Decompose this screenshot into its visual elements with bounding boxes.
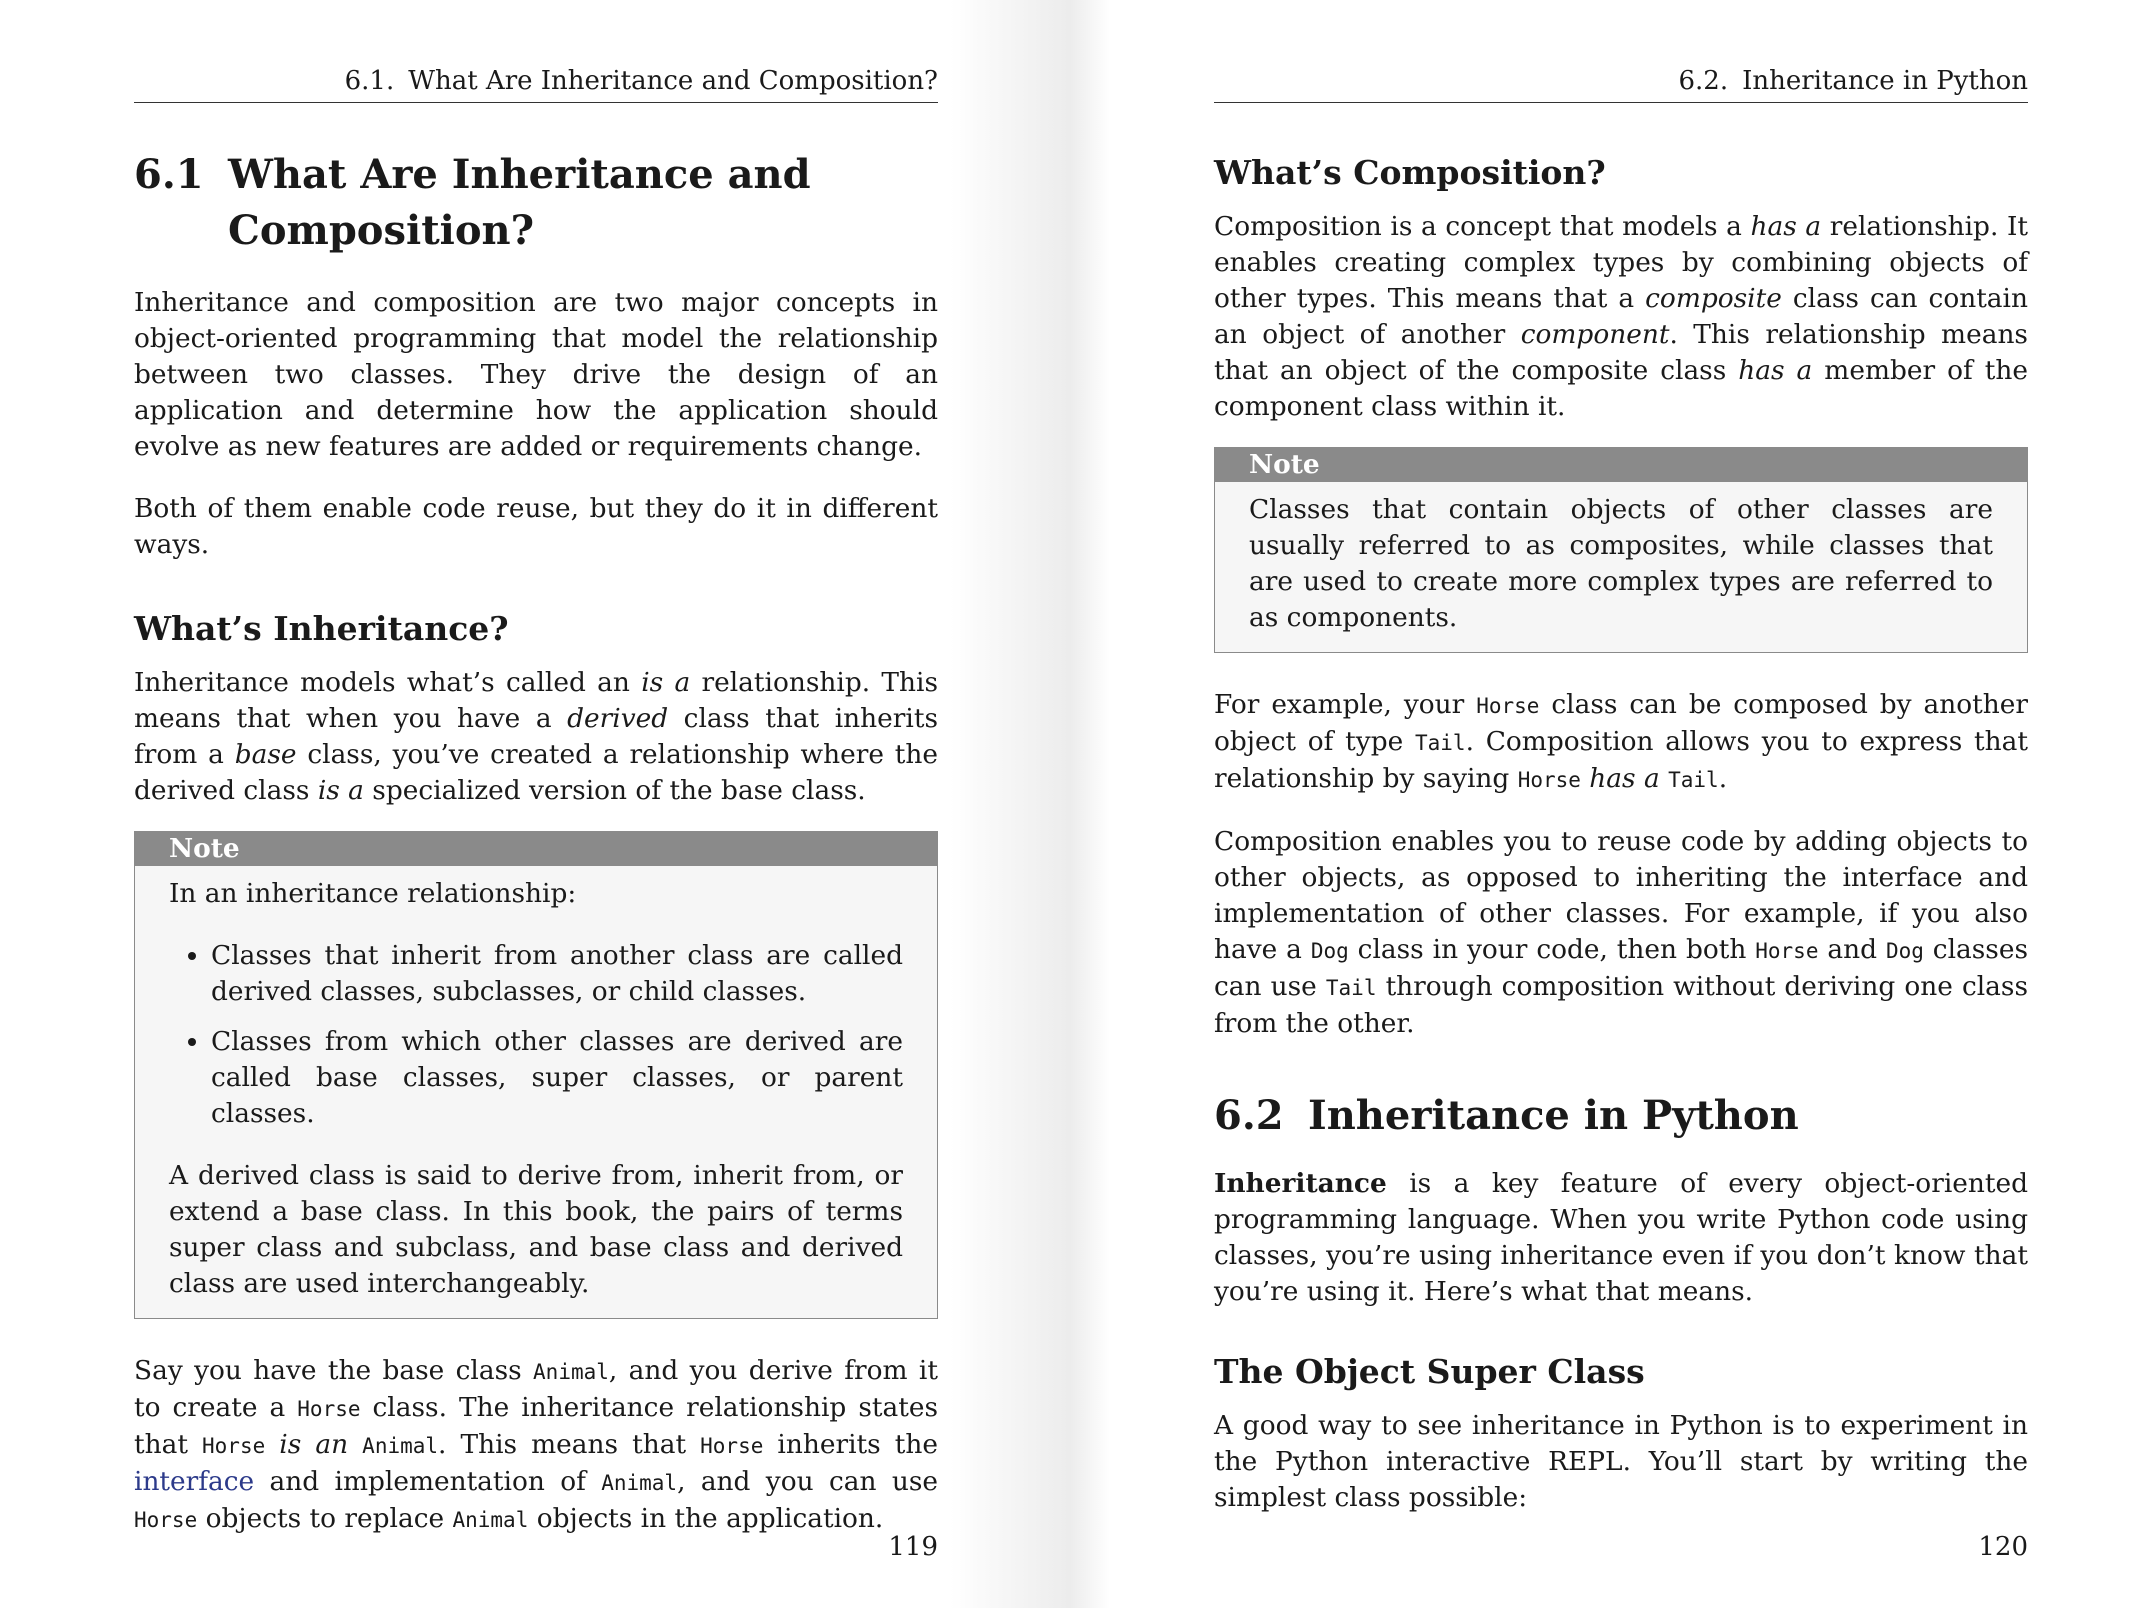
inheritance-note-box xyxy=(134,831,938,1319)
section-title-line2: Composition? xyxy=(228,207,535,254)
note-body xyxy=(1215,482,2027,652)
section-title: Inheritance in Python xyxy=(1308,1092,1799,1139)
inline-code: Tail xyxy=(1668,768,1719,792)
right-running-head xyxy=(1214,66,2028,103)
running-head-number: 6.2. xyxy=(1678,66,1729,96)
text-run: and implementation of xyxy=(254,1466,602,1497)
note-lead: In an inheritance relationship: xyxy=(169,878,577,909)
emphasis: composite xyxy=(1645,283,1782,314)
section-number: 6.2 xyxy=(1214,1092,1284,1139)
python-inheritance-paragraph xyxy=(1214,1166,2028,1310)
text-run: class can contain an object of another xyxy=(1214,283,2028,350)
text-run: , and you derive from it to create a xyxy=(134,1355,938,1423)
text-run: objects in the application. xyxy=(528,1503,884,1534)
inline-code: Horse xyxy=(1476,694,1540,718)
note-closing: A derived class is said to derive from, inherit from, or extend a base class. In this book, the pairs of terms super class and subclass, and base class and derived class are used interchangeably. xyxy=(169,1160,903,1299)
running-head-title: What Are Inheritance and Composition? xyxy=(408,66,938,96)
emphasis: base xyxy=(234,739,297,770)
text-run: is a key feature of every object-oriented programming language. When you write Python code using classes, you’re using inheritance even if you don’t know that you’re using it. Here’s what that means. xyxy=(1214,1168,2028,1307)
composition-note-box xyxy=(1214,447,2028,653)
section-heading-6-2 xyxy=(1214,1088,2028,1144)
text-run: inherits the xyxy=(763,1429,938,1460)
inline-code: Horse xyxy=(700,1434,764,1458)
text-run: class, you’ve created a relationship where the derived class xyxy=(134,739,938,806)
emphasis: derived xyxy=(567,703,669,734)
note-title: Note xyxy=(1215,448,2027,482)
text-run: class in your code, then both xyxy=(1348,934,1756,965)
note-text: Classes that contain objects of other classes are usually referred to as composites, while classes that are used to create more complex types are referred to as components. xyxy=(1249,494,1993,633)
list-item: • Classes from which other classes are derived are called base classes, super classes, or parent classes. xyxy=(211,1024,903,1132)
object-paragraph: A good way to see inheritance in Python is to experiment in the Python interactive REPL. You’ll start by writing the simplest class possible: xyxy=(1214,1410,2028,1513)
emphasis: is a xyxy=(641,667,691,698)
list-item: • Classes that inherit from another class are called derived classes, subclasses, or child classes. xyxy=(211,938,903,1010)
text-run: . Composition allows you to express that relationship by saying xyxy=(1214,726,2028,794)
section-number: 6.1 xyxy=(134,151,204,198)
example-paragraph xyxy=(1214,687,2028,798)
text-run: class can be composed by another object of type xyxy=(1214,689,2028,757)
left-gutter-shadow xyxy=(950,0,1070,1608)
emphasis: is an xyxy=(265,1429,363,1460)
text-run: class that inherits from a xyxy=(134,703,938,770)
inline-code: Tail xyxy=(1325,976,1377,1000)
running-head-title: Inheritance in Python xyxy=(1742,66,2028,96)
text-run: relationship. It enables creating complex types by combining objects of other types. This means that a xyxy=(1214,211,2028,314)
text-run: Inheritance models what’s called an xyxy=(134,667,642,698)
page-number: 120 xyxy=(1978,1532,2028,1562)
animal-paragraph xyxy=(134,1353,938,1538)
text-run: , and you can use xyxy=(677,1466,938,1497)
inline-code: Animal xyxy=(452,1508,529,1532)
composition-paragraph xyxy=(1214,209,2028,425)
text-run: . xyxy=(1718,763,1728,794)
section-title-line1: What Are Inheritance and xyxy=(228,151,811,198)
inline-code: Animal xyxy=(362,1434,439,1458)
right-page xyxy=(1070,0,2140,1608)
text-run: objects to replace xyxy=(197,1503,453,1534)
composition-heading: What’s Composition? xyxy=(1214,153,1606,192)
page-number: 119 xyxy=(888,1532,938,1562)
section-title xyxy=(228,147,811,259)
inheritance-heading: What’s Inheritance? xyxy=(134,609,509,648)
text-run: For example, your xyxy=(1214,689,1477,720)
inline-code: Animal xyxy=(601,1471,678,1495)
text-run: through composition without deriving one class from the other. xyxy=(1214,971,2028,1039)
emphasis: component xyxy=(1520,319,1670,350)
inline-code: Horse xyxy=(297,1397,361,1421)
note-bullet-list xyxy=(169,938,903,1132)
bold-term: Inheritance xyxy=(1214,1168,1387,1199)
intro-paragraph: Inheritance and composition are two major concepts in object-oriented programming that model the relationship between two classes. They drive the design of an application and determine how the application should evolve as new features are added or requirements change. xyxy=(134,287,938,462)
text-run: classes can use xyxy=(1214,934,2028,1002)
text-run: member of the component class within it. xyxy=(1214,355,2028,422)
note-title: Note xyxy=(135,832,937,866)
inline-code: Dog xyxy=(1885,939,1924,963)
right-gutter-shadow xyxy=(1070,0,1110,1608)
note-body xyxy=(135,866,937,1318)
emphasis: has a xyxy=(1738,355,1813,386)
text-run: and xyxy=(1818,934,1886,965)
text-run: specialized version of the base class. xyxy=(363,775,866,806)
emphasis: has a xyxy=(1750,211,1822,242)
emphasis: is a xyxy=(317,775,364,806)
composition-reuse-paragraph xyxy=(1214,824,2028,1042)
inline-code: Horse xyxy=(202,1434,266,1458)
inline-code: Dog xyxy=(1310,939,1349,963)
section-heading-6-1 xyxy=(134,147,938,259)
text-run: relationship. This means that when you have a xyxy=(134,667,938,734)
text-run: . This means that xyxy=(438,1429,701,1460)
text-run: class. The inheritance relationship states that xyxy=(134,1392,938,1460)
emphasis: has a xyxy=(1580,763,1669,794)
inline-code: Horse xyxy=(1517,768,1581,792)
inline-code: Horse xyxy=(134,1508,198,1532)
inheritance-paragraph xyxy=(134,665,938,809)
running-head-number: 6.1. xyxy=(344,66,395,96)
text-run: Composition is a concept that models a xyxy=(1214,211,1751,242)
reuse-paragraph: Both of them enable code reuse, but they do it in different ways. xyxy=(134,493,938,560)
interface-link[interactable]: interface xyxy=(134,1466,255,1497)
inline-code: Tail xyxy=(1414,731,1466,755)
left-running-head xyxy=(134,66,938,103)
object-super-class-heading: The Object Super Class xyxy=(1214,1352,1645,1391)
inline-code: Horse xyxy=(1755,939,1819,963)
text-run: Say you have the base class xyxy=(134,1355,534,1386)
text-run: Composition enables you to reuse code by adding objects to other objects, as opposed to inheriting the interface and implementation of other classes. For example, if you also have a xyxy=(1214,826,2028,965)
inline-code: Animal xyxy=(533,1360,609,1384)
text-run: . This relationship means that an object of the composite class xyxy=(1214,319,2028,386)
